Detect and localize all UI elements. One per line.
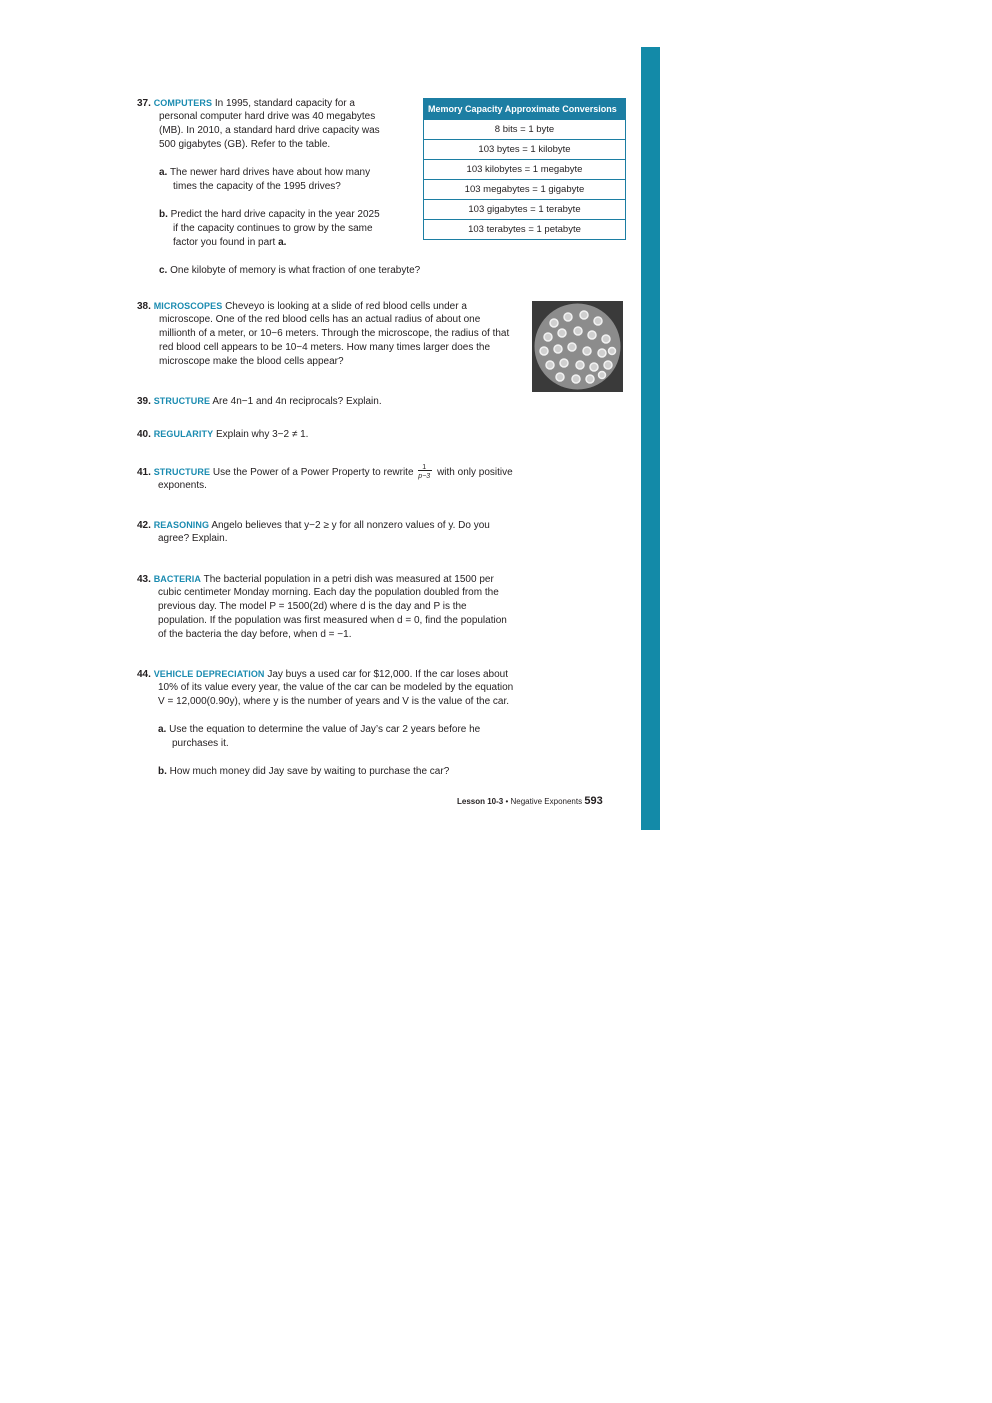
q37-line-1 [137,96,355,111]
q44-text-2: 10% of its value every year, the value of the car can be modeled by the equation [158,682,514,693]
q37b-line-3 [173,236,286,250]
table-row: 103 terabytes = 1 petabyte [424,219,625,239]
table-row: 103 kilobytes = 1 megabyte [424,159,625,179]
footer-title: Negative Exponents [510,797,583,806]
q38-number: 38. [137,301,151,312]
q42-line-1 [137,518,490,533]
q38-text-2: microscope. One of the red blood cells has an actual radius of about one [159,314,481,325]
q41-number: 41. [137,467,151,478]
q38-line-1 [137,299,467,314]
q41-fraction-numerator: 1 [422,464,427,471]
table-row: 103 gigabytes = 1 terabyte [424,199,625,219]
q37c-label: c. [159,265,168,276]
q37-text-4: 500 gigabytes (GB). Refer to the table. [159,139,331,150]
q43-text-1: The bacterial population in a petri dish was measured at 1500 per [203,574,494,585]
q38-text-4: red blood cell appears to be 10−4 meters. How many times larger does the [159,342,491,353]
q40-line [137,427,308,442]
q44a-text-1: Use the equation to determine the value of Jay’s car 2 years before he [169,724,481,735]
q43-number: 43. [137,574,151,585]
q37b-line-1 [159,208,380,222]
q37a-text-2: times the capacity of the 1995 drives? [173,181,341,192]
q37c-text: One kilobyte of memory is what fraction of one terabyte? [170,265,421,276]
table-row: 103 bytes = 1 kilobyte [424,139,625,159]
q39-number: 39. [137,396,151,407]
q37b-label: b. [159,209,168,220]
q38-topic: MICROSCOPES [153,301,223,311]
page-number: 593 [584,795,603,807]
q37-text-1: In 1995, standard capacity for a [214,98,355,109]
q44b-text: How much money did Jay save by waiting to purchase the car? [169,766,450,777]
q42-topic: REASONING [153,520,210,530]
blood-cell-microscope-image [532,301,623,392]
q37c-line [159,264,420,278]
q37b-text-3: factor you found in part [173,237,276,248]
table-row: 103 megabytes = 1 gigabyte [424,179,625,199]
q42-number: 42. [137,520,151,531]
q40-number: 40. [137,429,151,440]
q41-text-2: exponents. [158,480,207,491]
q44b-line [158,765,449,779]
q44-text-1: Jay buys a used car for $12,000. If the car loses about [267,669,509,680]
q44b-label: b. [158,766,167,777]
q40-topic: REGULARITY [153,429,214,439]
q39-topic: STRUCTURE [153,396,211,406]
q43-topic: BACTERIA [153,574,201,584]
q43-line-1 [137,572,494,587]
q37b-part-ref: a. [278,237,287,248]
q38-text-1: Cheveyo is looking at a slide of red blood cells under a [225,301,467,312]
q39-line [137,394,382,409]
q37b-text-2: if the capacity continues to grow by the same [173,223,373,234]
q37-number: 37. [137,98,151,109]
q37-topic: COMPUTERS [153,98,213,108]
page-footer [457,795,603,807]
q41-topic: STRUCTURE [153,467,211,477]
q37-text-3: (MB). In 2010, a standard hard drive capacity was [159,125,380,136]
q37a-text-1: The newer hard drives have about how many [169,167,371,178]
q39-text: Are 4n−1 and 4n reciprocals? Explain. [212,396,382,407]
q41-line-1 [137,465,513,480]
q44-text-3: V = 12,000(0.90y), where y is the number of years and V is the value of the car. [158,696,510,707]
q40-text: Explain why 3−2 ≠ 1. [215,429,309,440]
q37a-label: a. [159,167,168,178]
q44a-text-2: purchases it. [172,738,229,749]
q44a-label: a. [158,724,167,735]
footer-separator: • [503,797,511,806]
q44a-line-1 [158,723,480,737]
q43-text-2: cubic centimeter Monday morning. Each day the population doubled from the [158,587,499,598]
q37-text-2: personal computer hard drive was 40 megabytes [159,111,376,122]
memory-conversion-table [423,98,626,240]
q43-text-3: previous day. The model P = 1500(2d) where d is the day and P is the [158,601,467,612]
q43-text-4: population. If the population was first measured when d = 0, find the population [158,615,507,626]
q37a-line-1 [159,166,370,180]
q44-number: 44. [137,669,151,680]
q42-text-1: Angelo believes that y−2 ≥ y for all nonzero values of y. Do you [211,520,490,531]
q43-text-5: of the bacteria the day before, when d = −1. [158,629,352,640]
q38-text-3: millionth of a meter, or 10−6 meters. Through the microscope, the radius of that [159,328,510,339]
q41-fraction-denominator: p−3 [418,473,431,480]
q38-text-5: microscope make the blood cells appear? [159,356,344,367]
table-row: 8 bits = 1 byte [424,119,625,139]
q44-line-1 [137,667,508,682]
q42-text-2: agree? Explain. [158,533,228,544]
page-edge-bar [641,47,660,830]
footer-lesson: Lesson 10-3 [457,797,504,806]
q41-text-after: with only positive [437,467,513,478]
q37b-text-1: Predict the hard drive capacity in the year 2025 [170,209,380,220]
table-title: Memory Capacity Approximate Conversions [424,99,625,119]
q44-topic: VEHICLE DEPRECIATION [153,669,265,679]
q41-text-before: Use the Power of a Power Property to rewrite [212,467,414,478]
q41-fraction [416,465,434,479]
